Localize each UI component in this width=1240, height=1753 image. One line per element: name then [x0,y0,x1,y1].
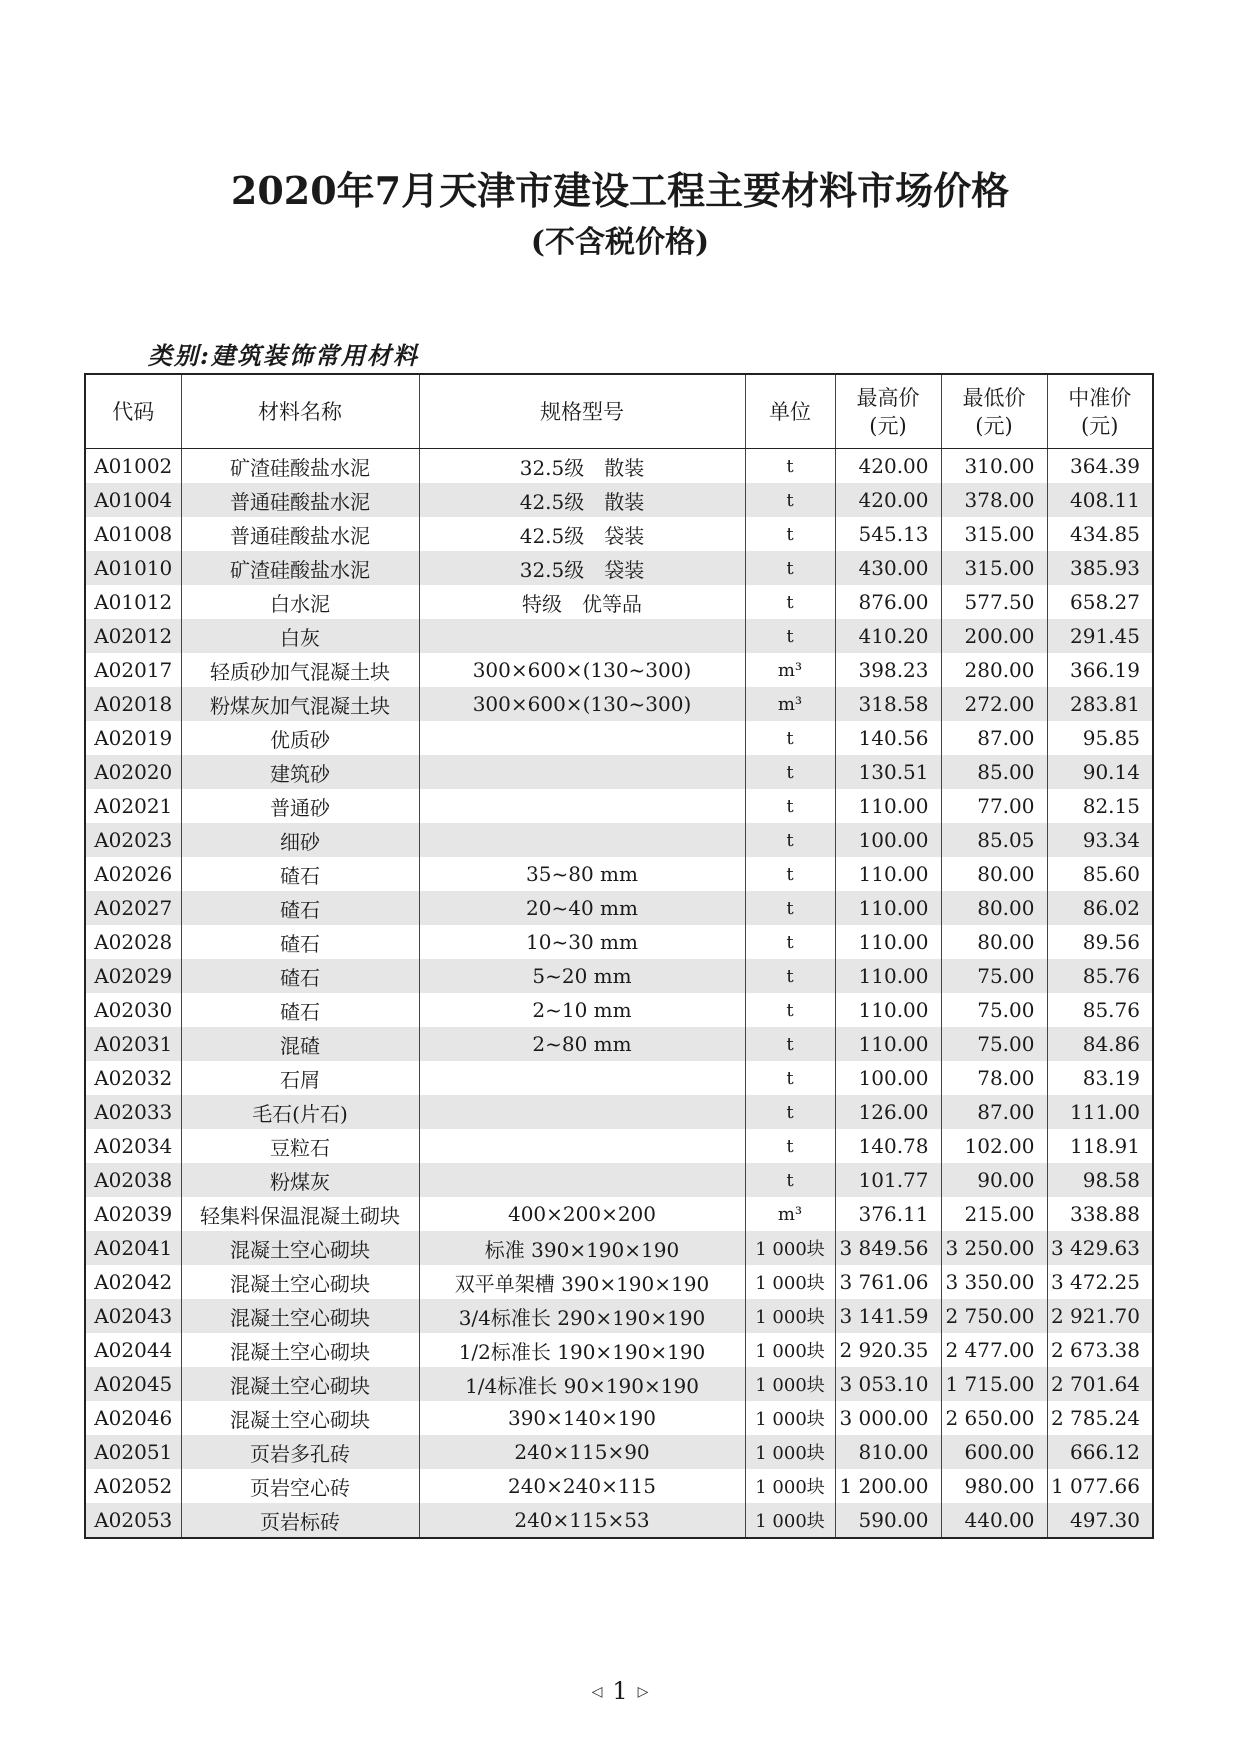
cell-spec: 2~10 mm [419,993,745,1027]
cell-unit: 1 000块 [745,1401,835,1435]
cell-spec [419,1163,745,1197]
cell-max-price: 420.00 [835,483,941,517]
cell-max-price: 810.00 [835,1435,941,1469]
cell-max-price: 110.00 [835,891,941,925]
cell-max-price: 430.00 [835,551,941,585]
cell-material-name: 白灰 [181,619,419,653]
cell-code: A01002 [85,449,181,484]
cell-mid-price: 1 077.66 [1047,1469,1153,1503]
header-unit: 单位 [745,374,835,449]
cell-spec: 42.5级 散装 [419,483,745,517]
cell-spec: 3/4标准长 290×190×190 [419,1299,745,1333]
cell-material-name: 碴石 [181,925,419,959]
table-row [85,1435,1153,1469]
cell-min-price: 90.00 [941,1163,1047,1197]
table-row [85,687,1153,721]
cell-mid-price: 85.76 [1047,959,1153,993]
cell-min-price: 78.00 [941,1061,1047,1095]
table-body [85,449,1153,1539]
cell-min-price: 200.00 [941,619,1047,653]
cell-mid-price: 84.86 [1047,1027,1153,1061]
cell-unit: 1 000块 [745,1231,835,1265]
table-row [85,1095,1153,1129]
cell-unit: t [745,551,835,585]
cell-max-price: 110.00 [835,993,941,1027]
cell-spec: 1/2标准长 190×190×190 [419,1333,745,1367]
cell-min-price: 80.00 [941,891,1047,925]
cell-material-name: 混凝土空心砌块 [181,1231,419,1265]
cell-spec: 35~80 mm [419,857,745,891]
cell-max-price: 100.00 [835,823,941,857]
cell-unit: m³ [745,1197,835,1231]
cell-max-price: 3 000.00 [835,1401,941,1435]
cell-max-price: 398.23 [835,653,941,687]
cell-code: A02052 [85,1469,181,1503]
cell-max-price: 3 053.10 [835,1367,941,1401]
table-row [85,449,1153,484]
cell-max-price: 876.00 [835,585,941,619]
cell-code: A02030 [85,993,181,1027]
cell-max-price: 1 200.00 [835,1469,941,1503]
cell-unit: 1 000块 [745,1299,835,1333]
cell-max-price: 376.11 [835,1197,941,1231]
cell-material-name: 石屑 [181,1061,419,1095]
table-header-row [85,374,1153,449]
cell-mid-price: 385.93 [1047,551,1153,585]
cell-mid-price: 3 472.25 [1047,1265,1153,1299]
page-footer [0,1677,1240,1705]
cell-min-price: 87.00 [941,1095,1047,1129]
cell-spec [419,823,745,857]
cell-spec [419,721,745,755]
cell-min-price: 272.00 [941,687,1047,721]
cell-min-price: 75.00 [941,993,1047,1027]
cell-code: A02012 [85,619,181,653]
cell-min-price: 2 750.00 [941,1299,1047,1333]
cell-min-price: 2 477.00 [941,1333,1047,1367]
cell-unit: t [745,1027,835,1061]
cell-min-price: 3 350.00 [941,1265,1047,1299]
cell-code: A02019 [85,721,181,755]
cell-min-price: 315.00 [941,517,1047,551]
table-row [85,551,1153,585]
cell-max-price: 318.58 [835,687,941,721]
cell-material-name: 粉煤灰 [181,1163,419,1197]
cell-material-name: 混凝土空心砌块 [181,1299,419,1333]
cell-min-price: 1 715.00 [941,1367,1047,1401]
cell-code: A02039 [85,1197,181,1231]
cell-unit: 1 000块 [745,1435,835,1469]
cell-unit: t [745,959,835,993]
cell-code: A02053 [85,1503,181,1538]
cell-min-price: 315.00 [941,551,1047,585]
cell-spec: 双平单架槽 390×190×190 [419,1265,745,1299]
cell-min-price: 310.00 [941,449,1047,484]
table-row [85,1231,1153,1265]
header-min-price: 最低价 (元) [941,374,1047,449]
table-row [85,1333,1153,1367]
cell-unit: m³ [745,653,835,687]
cell-mid-price: 83.19 [1047,1061,1153,1095]
cell-spec: 32.5级 袋装 [419,551,745,585]
cell-spec [419,619,745,653]
cell-min-price: 85.05 [941,823,1047,857]
cell-material-name: 轻集料保温混凝土砌块 [181,1197,419,1231]
cell-spec: 10~30 mm [419,925,745,959]
cell-mid-price: 2 701.64 [1047,1367,1153,1401]
cell-spec [419,755,745,789]
cell-mid-price: 90.14 [1047,755,1153,789]
header-name: 材料名称 [181,374,419,449]
cell-unit: 1 000块 [745,1367,835,1401]
cell-min-price: 3 250.00 [941,1231,1047,1265]
cell-material-name: 碴石 [181,993,419,1027]
cell-min-price: 600.00 [941,1435,1047,1469]
cell-spec: 400×200×200 [419,1197,745,1231]
cell-mid-price: 338.88 [1047,1197,1153,1231]
cell-unit: t [745,1095,835,1129]
cell-max-price: 545.13 [835,517,941,551]
cell-spec: 32.5级 散装 [419,449,745,484]
cell-spec: 42.5级 袋装 [419,517,745,551]
table-row [85,653,1153,687]
cell-unit: t [745,925,835,959]
price-table [84,373,1154,1539]
cell-mid-price: 111.00 [1047,1095,1153,1129]
cell-material-name: 碴石 [181,959,419,993]
cell-material-name: 页岩多孔砖 [181,1435,419,1469]
cell-spec: 2~80 mm [419,1027,745,1061]
table-row [85,721,1153,755]
cell-material-name: 优质砂 [181,721,419,755]
table-row [85,755,1153,789]
table-row [85,1299,1153,1333]
cell-unit: t [745,721,835,755]
cell-code: A02029 [85,959,181,993]
page-number: 1 [612,1677,628,1705]
cell-code: A02026 [85,857,181,891]
cell-code: A02045 [85,1367,181,1401]
cell-unit: t [745,619,835,653]
cell-min-price: 102.00 [941,1129,1047,1163]
cell-spec: 标准 390×190×190 [419,1231,745,1265]
cell-max-price: 420.00 [835,449,941,484]
cell-min-price: 2 650.00 [941,1401,1047,1435]
header-spec: 规格型号 [419,374,745,449]
table-row [85,993,1153,1027]
cell-mid-price: 2 673.38 [1047,1333,1153,1367]
cell-code: A01008 [85,517,181,551]
table-row [85,789,1153,823]
cell-mid-price: 85.76 [1047,993,1153,1027]
cell-spec: 240×115×90 [419,1435,745,1469]
cell-min-price: 77.00 [941,789,1047,823]
cell-min-price: 215.00 [941,1197,1047,1231]
cell-mid-price: 82.15 [1047,789,1153,823]
cell-spec: 300×600×(130~300) [419,687,745,721]
table-row [85,1265,1153,1299]
table-row [85,823,1153,857]
triangle-left-icon: ◁ [591,1684,603,1700]
cell-material-name: 普通硅酸盐水泥 [181,483,419,517]
cell-unit: t [745,1061,835,1095]
cell-min-price: 378.00 [941,483,1047,517]
cell-mid-price: 666.12 [1047,1435,1153,1469]
cell-unit: m³ [745,687,835,721]
cell-code: A02021 [85,789,181,823]
cell-code: A02017 [85,653,181,687]
table-row [85,1061,1153,1095]
cell-min-price: 577.50 [941,585,1047,619]
table-row [85,1503,1153,1538]
cell-max-price: 3 761.06 [835,1265,941,1299]
cell-material-name: 普通砂 [181,789,419,823]
cell-unit: t [745,993,835,1027]
cell-mid-price: 95.85 [1047,721,1153,755]
cell-code: A02023 [85,823,181,857]
cell-spec [419,1095,745,1129]
table-row [85,585,1153,619]
cell-unit: t [745,585,835,619]
cell-mid-price: 497.30 [1047,1503,1153,1538]
cell-spec [419,789,745,823]
cell-code: A02051 [85,1435,181,1469]
cell-mid-price: 408.11 [1047,483,1153,517]
cell-material-name: 毛石(片石) [181,1095,419,1129]
table-row [85,1027,1153,1061]
triangle-right-icon: ▷ [637,1684,649,1700]
cell-code: A02018 [85,687,181,721]
cell-code: A02034 [85,1129,181,1163]
cell-spec: 5~20 mm [419,959,745,993]
cell-mid-price: 366.19 [1047,653,1153,687]
cell-spec: 1/4标准长 90×190×190 [419,1367,745,1401]
cell-min-price: 75.00 [941,1027,1047,1061]
cell-min-price: 87.00 [941,721,1047,755]
cell-code: A02044 [85,1333,181,1367]
header-code: 代码 [85,374,181,449]
cell-mid-price: 658.27 [1047,585,1153,619]
cell-max-price: 2 920.35 [835,1333,941,1367]
cell-material-name: 豆粒石 [181,1129,419,1163]
cell-material-name: 普通硅酸盐水泥 [181,517,419,551]
cell-material-name: 混凝土空心砌块 [181,1367,419,1401]
cell-max-price: 101.77 [835,1163,941,1197]
cell-material-name: 混凝土空心砌块 [181,1333,419,1367]
table-row [85,1197,1153,1231]
cell-unit: t [745,449,835,484]
table-row [85,891,1153,925]
table-row [85,619,1153,653]
cell-max-price: 140.78 [835,1129,941,1163]
table-row [85,1469,1153,1503]
page-subtitle: (不含税价格) [530,225,710,260]
cell-code: A02038 [85,1163,181,1197]
cell-code: A02032 [85,1061,181,1095]
cell-code: A02031 [85,1027,181,1061]
cell-mid-price: 85.60 [1047,857,1153,891]
cell-min-price: 85.00 [941,755,1047,789]
cell-code: A01012 [85,585,181,619]
cell-material-name: 混凝土空心砌块 [181,1401,419,1435]
cell-material-name: 轻质砂加气混凝土块 [181,653,419,687]
cell-unit: 1 000块 [745,1265,835,1299]
cell-max-price: 110.00 [835,1027,941,1061]
cell-mid-price: 3 429.63 [1047,1231,1153,1265]
cell-unit: t [745,517,835,551]
cell-mid-price: 283.81 [1047,687,1153,721]
cell-material-name: 页岩空心砖 [181,1469,419,1503]
cell-material-name: 白水泥 [181,585,419,619]
cell-mid-price: 93.34 [1047,823,1153,857]
cell-mid-price: 291.45 [1047,619,1153,653]
cell-unit: t [745,857,835,891]
table-row [85,483,1153,517]
cell-max-price: 3 849.56 [835,1231,941,1265]
cell-material-name: 碴石 [181,891,419,925]
cell-max-price: 110.00 [835,857,941,891]
cell-max-price: 410.20 [835,619,941,653]
cell-spec: 300×600×(130~300) [419,653,745,687]
cell-max-price: 110.00 [835,789,941,823]
cell-spec: 240×240×115 [419,1469,745,1503]
cell-unit: 1 000块 [745,1333,835,1367]
page-title: 2020年7月天津市建设工程主要材料市场价格 [230,168,1010,213]
cell-unit: 1 000块 [745,1503,835,1538]
table-row [85,1367,1153,1401]
cell-code: A02027 [85,891,181,925]
cell-code: A01004 [85,483,181,517]
cell-spec: 20~40 mm [419,891,745,925]
cell-mid-price: 2 921.70 [1047,1299,1153,1333]
cell-material-name: 混凝土空心砌块 [181,1265,419,1299]
cell-code: A02020 [85,755,181,789]
cell-max-price: 130.51 [835,755,941,789]
cell-mid-price: 118.91 [1047,1129,1153,1163]
table-row [85,1163,1153,1197]
cell-unit: t [745,1163,835,1197]
cell-spec: 390×140×190 [419,1401,745,1435]
table-row [85,1129,1153,1163]
cell-min-price: 280.00 [941,653,1047,687]
table-row [85,857,1153,891]
cell-unit: t [745,789,835,823]
cell-min-price: 80.00 [941,925,1047,959]
cell-code: A02033 [85,1095,181,1129]
cell-material-name: 页岩标砖 [181,1503,419,1538]
cell-max-price: 3 141.59 [835,1299,941,1333]
cell-material-name: 碴石 [181,857,419,891]
header-max-price: 最高价 (元) [835,374,941,449]
cell-unit: 1 000块 [745,1469,835,1503]
cell-spec: 特级 优等品 [419,585,745,619]
cell-material-name: 混碴 [181,1027,419,1061]
cell-spec [419,1061,745,1095]
cell-max-price: 100.00 [835,1061,941,1095]
cell-min-price: 75.00 [941,959,1047,993]
cell-unit: t [745,1129,835,1163]
cell-min-price: 80.00 [941,857,1047,891]
cell-max-price: 110.00 [835,925,941,959]
cell-code: A02041 [85,1231,181,1265]
cell-max-price: 590.00 [835,1503,941,1538]
cell-unit: t [745,755,835,789]
cell-mid-price: 364.39 [1047,449,1153,484]
cell-code: A02028 [85,925,181,959]
table-row [85,959,1153,993]
cell-spec: 240×115×53 [419,1503,745,1538]
cell-code: A02046 [85,1401,181,1435]
cell-code: A01010 [85,551,181,585]
header-mid-price: 中准价 (元) [1047,374,1153,449]
cell-spec [419,1129,745,1163]
cell-material-name: 矿渣硅酸盐水泥 [181,551,419,585]
cell-code: A02042 [85,1265,181,1299]
cell-mid-price: 86.02 [1047,891,1153,925]
cell-code: A02043 [85,1299,181,1333]
cell-mid-price: 98.58 [1047,1163,1153,1197]
cell-unit: t [745,891,835,925]
cell-unit: t [745,823,835,857]
cell-min-price: 980.00 [941,1469,1047,1503]
table-row [85,925,1153,959]
cell-max-price: 110.00 [835,959,941,993]
cell-material-name: 粉煤灰加气混凝土块 [181,687,419,721]
cell-mid-price: 2 785.24 [1047,1401,1153,1435]
category-label: 类别:建筑装饰常用材料 [148,341,419,370]
cell-material-name: 细砂 [181,823,419,857]
cell-material-name: 建筑砂 [181,755,419,789]
cell-max-price: 126.00 [835,1095,941,1129]
cell-material-name: 矿渣硅酸盐水泥 [181,449,419,484]
table-row [85,517,1153,551]
cell-min-price: 440.00 [941,1503,1047,1538]
table-row [85,1401,1153,1435]
cell-mid-price: 89.56 [1047,925,1153,959]
cell-max-price: 140.56 [835,721,941,755]
cell-mid-price: 434.85 [1047,517,1153,551]
cell-unit: t [745,483,835,517]
